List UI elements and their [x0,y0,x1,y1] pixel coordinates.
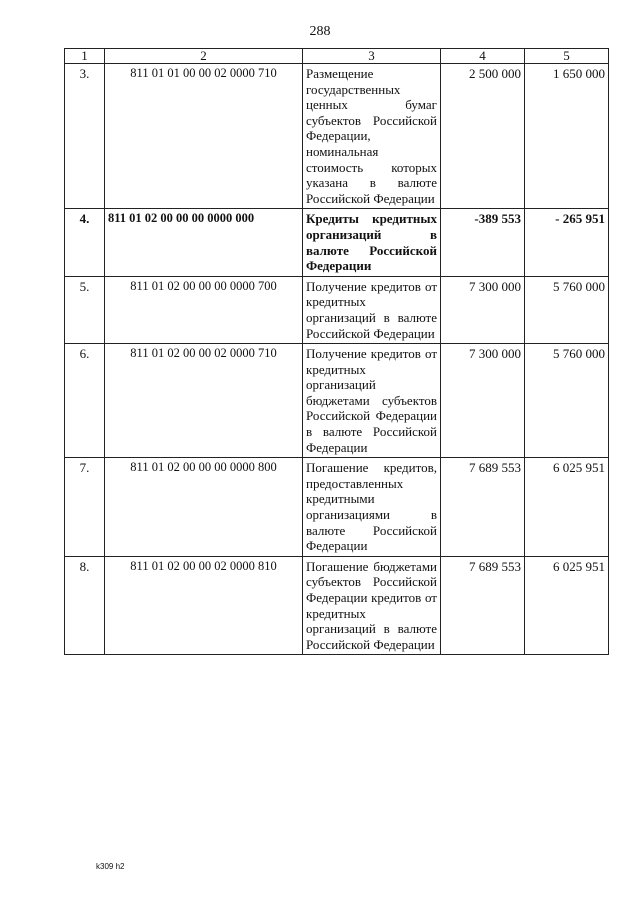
row-description: Погашение бюджетами субъектов Российской Федерации кредитов от кредитных организаций в валюте Российской Федерации [303,556,441,655]
row-description: Погашение кредитов, предоставленных кредитными организациями в валюте Российской Федерации [303,458,441,557]
footer-code: k309 h2 [96,862,125,871]
value-col-5: 5 760 000 [525,276,609,343]
value-col-5: 5 760 000 [525,344,609,458]
row-number: 6. [65,344,105,458]
value-col-5: - 265 951 [525,209,609,276]
table-header-row [65,49,609,64]
column-header-1: 1 [65,49,105,64]
table-row [65,64,609,209]
row-description: Размещение государственных ценных бумаг субъектов Российской Федерации, номинальная стоимость которых указана в валюте Российской Федерации [303,64,441,209]
table-row [65,556,609,655]
value-col-4: 7 300 000 [441,276,525,343]
row-number: 8. [65,556,105,655]
budget-code: 811 01 02 00 00 02 0000 810 [105,556,303,655]
budget-code: 811 01 02 00 00 00 0000 800 [105,458,303,557]
value-col-5: 6 025 951 [525,556,609,655]
value-col-4: 7 300 000 [441,344,525,458]
row-description: Получение кредитов от кредитных организаций в валюте Российской Федерации [303,276,441,343]
row-description: Получение кредитов от кредитных организаций бюджетами субъектов Российской Федерации в валюте Российской Федерации [303,344,441,458]
table-row-total [65,209,609,276]
row-number: 3. [65,64,105,209]
value-col-4: -389 553 [441,209,525,276]
value-col-4: 7 689 553 [441,458,525,557]
row-description: Кредиты кредитных организаций в валюте Российской Федерации [303,209,441,276]
row-number: 5. [65,276,105,343]
value-col-5: 6 025 951 [525,458,609,557]
row-number: 7. [65,458,105,557]
value-col-5: 1 650 000 [525,64,609,209]
value-col-4: 2 500 000 [441,64,525,209]
table-row [65,458,609,557]
column-header-4: 4 [441,49,525,64]
budget-code: 811 01 01 00 00 02 0000 710 [105,64,303,209]
table-row [65,344,609,458]
column-header-5: 5 [525,49,609,64]
budget-code: 811 01 02 00 00 02 0000 710 [105,344,303,458]
value-col-4: 7 689 553 [441,556,525,655]
page-number: 288 [309,24,331,39]
column-header-2: 2 [105,49,303,64]
budget-table [64,48,609,655]
column-header-3: 3 [303,49,441,64]
budget-code: 811 01 02 00 00 00 0000 000 [105,209,303,276]
budget-code: 811 01 02 00 00 00 0000 700 [105,276,303,343]
row-number: 4. [65,209,105,276]
table-row [65,276,609,343]
